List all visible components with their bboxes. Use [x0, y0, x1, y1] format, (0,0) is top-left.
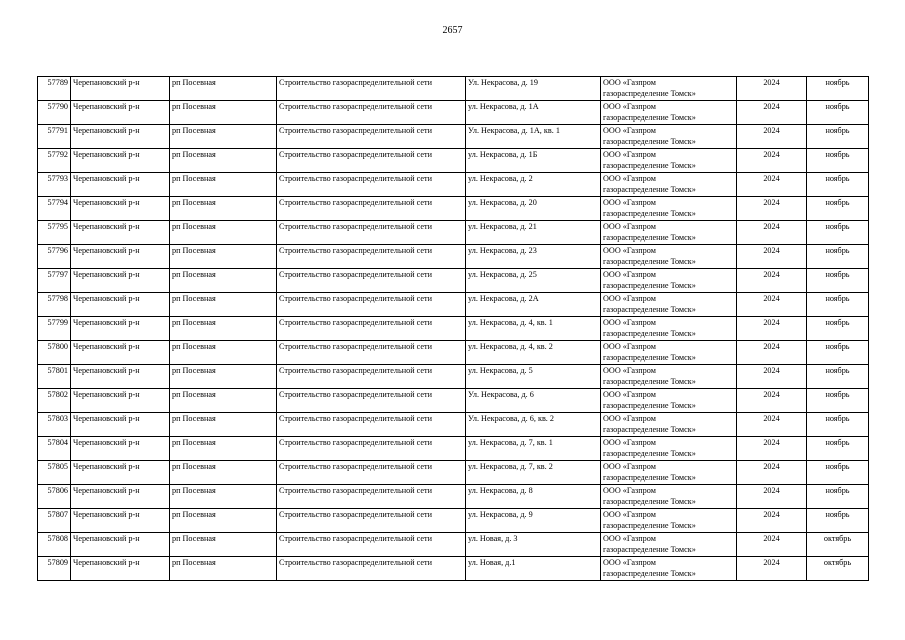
cell-work-type: Строительство газораспределительной сети — [277, 485, 466, 509]
table-row — [38, 317, 869, 341]
cell-district: Черепановский р-н — [71, 317, 170, 341]
cell-number: 57800 — [38, 341, 71, 365]
org-line-2: газораспределение Томск» — [603, 137, 696, 146]
cell-settlement: рп Посевная — [170, 101, 277, 125]
cell-address: ул. Некрасова, д. 4, кв. 1 — [466, 317, 601, 341]
cell-month: ноябрь — [807, 485, 869, 509]
table-row — [38, 461, 869, 485]
cell-organization — [601, 245, 737, 269]
cell-district: Черепановский р-н — [71, 365, 170, 389]
cell-address: ул. Некрасова, д. 5 — [466, 365, 601, 389]
table-row — [38, 77, 869, 101]
cell-month: ноябрь — [807, 269, 869, 293]
org-line-2: газораспределение Томск» — [603, 305, 696, 314]
cell-organization — [601, 413, 737, 437]
org-line-1: ООО «Газпром — [603, 246, 656, 255]
cell-work-type: Строительство газораспределительной сети — [277, 461, 466, 485]
cell-address: ул. Некрасова, д. 7, кв. 2 — [466, 461, 601, 485]
cell-organization — [601, 197, 737, 221]
cell-number: 57794 — [38, 197, 71, 221]
cell-district: Черепановский р-н — [71, 77, 170, 101]
cell-year: 2024 — [737, 245, 807, 269]
cell-settlement: рп Посевная — [170, 341, 277, 365]
cell-work-type: Строительство газораспределительной сети — [277, 77, 466, 101]
page-number: 2657 — [442, 25, 463, 36]
cell-address: ул. Некрасова, д. 2 — [466, 173, 601, 197]
cell-year: 2024 — [737, 173, 807, 197]
cell-address: Ул. Некрасова, д. 6, кв. 2 — [466, 413, 601, 437]
cell-work-type: Строительство газораспределительной сети — [277, 173, 466, 197]
cell-work-type: Строительство газораспределительной сети — [277, 533, 466, 557]
org-line-2: газораспределение Томск» — [603, 113, 696, 122]
cell-district: Черепановский р-н — [71, 509, 170, 533]
cell-month: ноябрь — [807, 293, 869, 317]
org-line-1: ООО «Газпром — [603, 534, 656, 543]
org-line-2: газораспределение Томск» — [603, 569, 696, 578]
org-line-1: ООО «Газпром — [603, 318, 656, 327]
cell-year: 2024 — [737, 557, 807, 581]
cell-address: ул. Некрасова, д. 20 — [466, 197, 601, 221]
cell-work-type: Строительство газораспределительной сети — [277, 245, 466, 269]
cell-year: 2024 — [737, 197, 807, 221]
cell-month: ноябрь — [807, 413, 869, 437]
cell-year: 2024 — [737, 149, 807, 173]
cell-number: 57799 — [38, 317, 71, 341]
table-row — [38, 485, 869, 509]
cell-organization — [601, 365, 737, 389]
cell-organization — [601, 173, 737, 197]
org-line-2: газораспределение Томск» — [603, 281, 696, 290]
cell-organization — [601, 149, 737, 173]
cell-settlement: рп Посевная — [170, 509, 277, 533]
cell-number: 57806 — [38, 485, 71, 509]
table-row — [38, 101, 869, 125]
org-line-1: ООО «Газпром — [603, 126, 656, 135]
cell-number: 57805 — [38, 461, 71, 485]
cell-organization — [601, 101, 737, 125]
cell-month: ноябрь — [807, 125, 869, 149]
cell-address: ул. Некрасова, д. 7, кв. 1 — [466, 437, 601, 461]
cell-organization — [601, 317, 737, 341]
cell-settlement: рп Посевная — [170, 149, 277, 173]
cell-year: 2024 — [737, 341, 807, 365]
table-row — [38, 221, 869, 245]
cell-organization — [601, 533, 737, 557]
cell-organization — [601, 509, 737, 533]
cell-district: Черепановский р-н — [71, 221, 170, 245]
org-line-1: ООО «Газпром — [603, 438, 656, 447]
cell-settlement: рп Посевная — [170, 317, 277, 341]
org-line-2: газораспределение Томск» — [603, 473, 696, 482]
cell-settlement: рп Посевная — [170, 437, 277, 461]
cell-settlement: рп Посевная — [170, 221, 277, 245]
cell-year: 2024 — [737, 413, 807, 437]
cell-number: 57809 — [38, 557, 71, 581]
cell-number: 57807 — [38, 509, 71, 533]
table-row — [38, 365, 869, 389]
cell-organization — [601, 437, 737, 461]
cell-district: Черепановский р-н — [71, 437, 170, 461]
org-line-1: ООО «Газпром — [603, 390, 656, 399]
cell-district: Черепановский р-н — [71, 461, 170, 485]
cell-settlement: рп Посевная — [170, 293, 277, 317]
org-line-1: ООО «Газпром — [603, 342, 656, 351]
cell-organization — [601, 125, 737, 149]
cell-number: 57802 — [38, 389, 71, 413]
cell-work-type: Строительство газораспределительной сети — [277, 317, 466, 341]
org-line-1: ООО «Газпром — [603, 150, 656, 159]
cell-district: Черепановский р-н — [71, 197, 170, 221]
org-line-1: ООО «Газпром — [603, 414, 656, 423]
cell-work-type: Строительство газораспределительной сети — [277, 437, 466, 461]
table-row — [38, 269, 869, 293]
cell-year: 2024 — [737, 389, 807, 413]
cell-district: Черепановский р-н — [71, 269, 170, 293]
cell-work-type: Строительство газораспределительной сети — [277, 341, 466, 365]
cell-year: 2024 — [737, 221, 807, 245]
cell-organization — [601, 293, 737, 317]
cell-settlement: рп Посевная — [170, 269, 277, 293]
cell-number: 57791 — [38, 125, 71, 149]
table-row — [38, 173, 869, 197]
cell-month: ноябрь — [807, 149, 869, 173]
cell-settlement: рп Посевная — [170, 365, 277, 389]
cell-address: Ул. Некрасова, д. 19 — [466, 77, 601, 101]
cell-organization — [601, 269, 737, 293]
cell-settlement: рп Посевная — [170, 485, 277, 509]
org-line-2: газораспределение Томск» — [603, 449, 696, 458]
cell-number: 57796 — [38, 245, 71, 269]
cell-organization — [601, 461, 737, 485]
cell-year: 2024 — [737, 437, 807, 461]
org-line-1: ООО «Газпром — [603, 102, 656, 111]
cell-number: 57789 — [38, 77, 71, 101]
org-line-2: газораспределение Томск» — [603, 401, 696, 410]
cell-year: 2024 — [737, 365, 807, 389]
org-line-2: газораспределение Томск» — [603, 161, 696, 170]
cell-settlement: рп Посевная — [170, 245, 277, 269]
cell-address: ул. Некрасова, д. 25 — [466, 269, 601, 293]
cell-work-type: Строительство газораспределительной сети — [277, 101, 466, 125]
cell-month: ноябрь — [807, 389, 869, 413]
cell-address: ул. Некрасова, д. 21 — [466, 221, 601, 245]
cell-district: Черепановский р-н — [71, 533, 170, 557]
org-line-1: ООО «Газпром — [603, 558, 656, 567]
cell-work-type: Строительство газораспределительной сети — [277, 389, 466, 413]
cell-work-type: Строительство газораспределительной сети — [277, 125, 466, 149]
cell-address: ул. Некрасова, д. 9 — [466, 509, 601, 533]
cell-settlement: рп Посевная — [170, 197, 277, 221]
cell-month: ноябрь — [807, 365, 869, 389]
org-line-1: ООО «Газпром — [603, 366, 656, 375]
cell-settlement: рп Посевная — [170, 389, 277, 413]
cell-district: Черепановский р-н — [71, 293, 170, 317]
cell-year: 2024 — [737, 533, 807, 557]
cell-district: Черепановский р-н — [71, 341, 170, 365]
registry-body — [38, 77, 869, 581]
org-line-2: газораспределение Томск» — [603, 209, 696, 218]
org-line-2: газораспределение Томск» — [603, 233, 696, 242]
table-row — [38, 245, 869, 269]
table-row — [38, 533, 869, 557]
org-line-2: газораспределение Томск» — [603, 185, 696, 194]
cell-settlement: рп Посевная — [170, 413, 277, 437]
cell-year: 2024 — [737, 269, 807, 293]
cell-district: Черепановский р-н — [71, 173, 170, 197]
cell-work-type: Строительство газораспределительной сети — [277, 149, 466, 173]
cell-number: 57803 — [38, 413, 71, 437]
org-line-1: ООО «Газпром — [603, 462, 656, 471]
cell-year: 2024 — [737, 293, 807, 317]
cell-settlement: рп Посевная — [170, 77, 277, 101]
cell-month: ноябрь — [807, 77, 869, 101]
cell-address: ул. Некрасова, д. 1Б — [466, 149, 601, 173]
org-line-2: газораспределение Томск» — [603, 377, 696, 386]
cell-organization — [601, 341, 737, 365]
cell-district: Черепановский р-н — [71, 125, 170, 149]
cell-address: ул. Новая, д. 3 — [466, 533, 601, 557]
cell-year: 2024 — [737, 317, 807, 341]
org-line-1: ООО «Газпром — [603, 510, 656, 519]
org-line-2: газораспределение Томск» — [603, 521, 696, 530]
org-line-2: газораспределение Томск» — [603, 329, 696, 338]
cell-work-type: Строительство газораспределительной сети — [277, 197, 466, 221]
cell-settlement: рп Посевная — [170, 461, 277, 485]
table-row — [38, 293, 869, 317]
cell-work-type: Строительство газораспределительной сети — [277, 365, 466, 389]
table-row — [38, 389, 869, 413]
cell-month: ноябрь — [807, 101, 869, 125]
table-row — [38, 509, 869, 533]
cell-district: Черепановский р-н — [71, 101, 170, 125]
cell-work-type: Строительство газораспределительной сети — [277, 413, 466, 437]
org-line-1: ООО «Газпром — [603, 222, 656, 231]
cell-organization — [601, 77, 737, 101]
cell-number: 57792 — [38, 149, 71, 173]
cell-settlement: рп Посевная — [170, 173, 277, 197]
table-row — [38, 125, 869, 149]
cell-address: ул. Новая, д.1 — [466, 557, 601, 581]
cell-number: 57797 — [38, 269, 71, 293]
cell-address: Ул. Некрасова, д. 6 — [466, 389, 601, 413]
cell-year: 2024 — [737, 77, 807, 101]
cell-month: ноябрь — [807, 341, 869, 365]
cell-district: Черепановский р-н — [71, 413, 170, 437]
cell-address: ул. Некрасова, д. 2А — [466, 293, 601, 317]
org-line-1: ООО «Газпром — [603, 486, 656, 495]
table-row — [38, 197, 869, 221]
cell-work-type: Строительство газораспределительной сети — [277, 557, 466, 581]
cell-month: ноябрь — [807, 173, 869, 197]
cell-month: октябрь — [807, 557, 869, 581]
cell-month: ноябрь — [807, 461, 869, 485]
table-row — [38, 413, 869, 437]
cell-number: 57801 — [38, 365, 71, 389]
org-line-2: газораспределение Томск» — [603, 425, 696, 434]
cell-year: 2024 — [737, 101, 807, 125]
cell-district: Черепановский р-н — [71, 245, 170, 269]
cell-month: ноябрь — [807, 437, 869, 461]
org-line-1: ООО «Газпром — [603, 294, 656, 303]
cell-number: 57790 — [38, 101, 71, 125]
cell-number: 57804 — [38, 437, 71, 461]
cell-address: ул. Некрасова, д. 8 — [466, 485, 601, 509]
cell-work-type: Строительство газораспределительной сети — [277, 293, 466, 317]
org-line-1: ООО «Газпром — [603, 174, 656, 183]
cell-number: 57808 — [38, 533, 71, 557]
table-row — [38, 437, 869, 461]
cell-work-type: Строительство газораспределительной сети — [277, 509, 466, 533]
cell-organization — [601, 485, 737, 509]
cell-year: 2024 — [737, 461, 807, 485]
table-row — [38, 341, 869, 365]
cell-district: Черепановский р-н — [71, 557, 170, 581]
org-line-1: ООО «Газпром — [603, 78, 656, 87]
org-line-2: газораспределение Томск» — [603, 353, 696, 362]
cell-settlement: рп Посевная — [170, 557, 277, 581]
cell-organization — [601, 557, 737, 581]
cell-month: ноябрь — [807, 197, 869, 221]
cell-address: Ул. Некрасова, д. 1А, кв. 1 — [466, 125, 601, 149]
org-line-1: ООО «Газпром — [603, 270, 656, 279]
cell-address: ул. Некрасова, д. 23 — [466, 245, 601, 269]
cell-month: ноябрь — [807, 509, 869, 533]
cell-month: ноябрь — [807, 221, 869, 245]
cell-year: 2024 — [737, 485, 807, 509]
cell-district: Черепановский р-н — [71, 149, 170, 173]
org-line-1: ООО «Газпром — [603, 198, 656, 207]
cell-settlement: рп Посевная — [170, 125, 277, 149]
cell-address: ул. Некрасова, д. 1А — [466, 101, 601, 125]
cell-month: октябрь — [807, 533, 869, 557]
table-row — [38, 557, 869, 581]
org-line-2: газораспределение Томск» — [603, 545, 696, 554]
cell-year: 2024 — [737, 125, 807, 149]
org-line-2: газораспределение Томск» — [603, 497, 696, 506]
cell-month: ноябрь — [807, 317, 869, 341]
cell-month: ноябрь — [807, 245, 869, 269]
cell-number: 57795 — [38, 221, 71, 245]
table-row — [38, 149, 869, 173]
org-line-2: газораспределение Томск» — [603, 257, 696, 266]
cell-organization — [601, 221, 737, 245]
cell-number: 57793 — [38, 173, 71, 197]
cell-address: ул. Некрасова, д. 4, кв. 2 — [466, 341, 601, 365]
cell-number: 57798 — [38, 293, 71, 317]
cell-settlement: рп Посевная — [170, 533, 277, 557]
cell-district: Черепановский р-н — [71, 485, 170, 509]
registry-table — [37, 76, 869, 581]
cell-work-type: Строительство газораспределительной сети — [277, 269, 466, 293]
cell-district: Черепановский р-н — [71, 389, 170, 413]
cell-year: 2024 — [737, 509, 807, 533]
org-line-2: газораспределение Томск» — [603, 89, 696, 98]
cell-organization — [601, 389, 737, 413]
cell-work-type: Строительство газораспределительной сети — [277, 221, 466, 245]
